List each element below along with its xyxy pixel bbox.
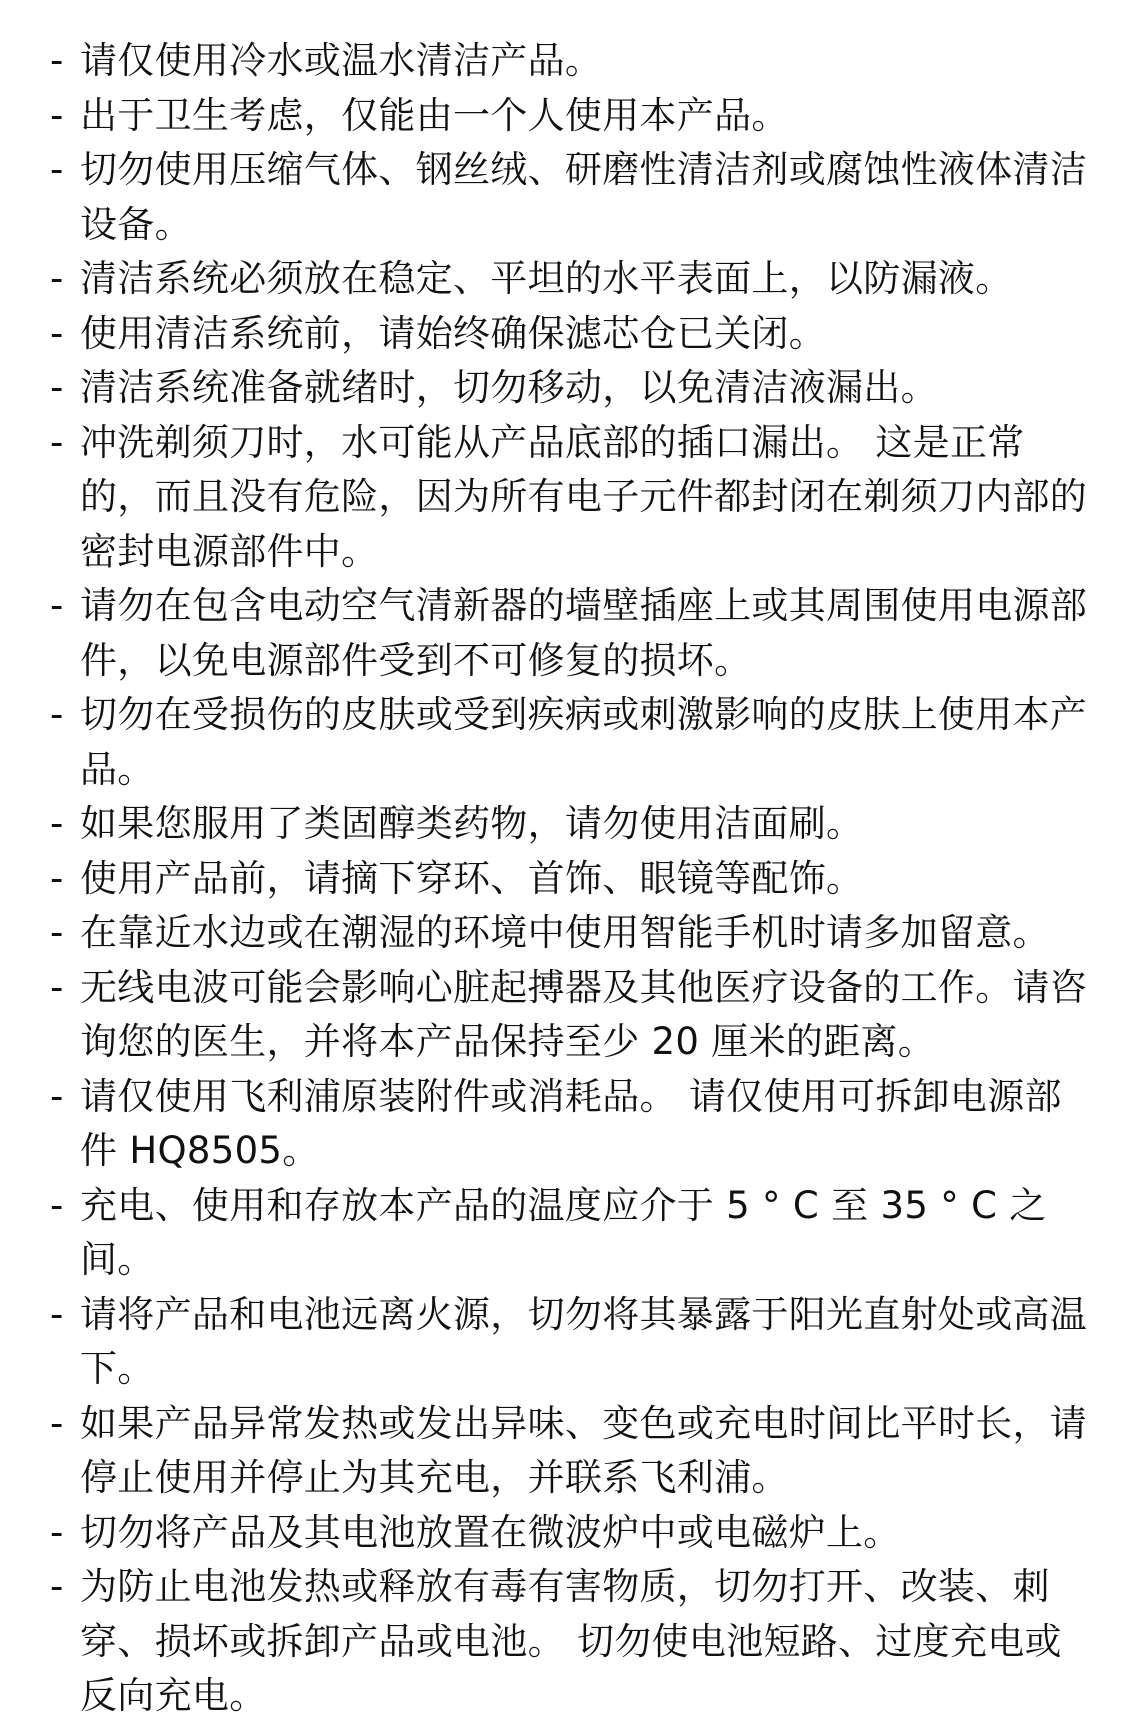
- list-item: [0, 1397, 1136, 1506]
- list-item-text: 出于卫生考虑，仅能由一个人使用本产品。: [80, 93, 789, 137]
- list-item-text: 切勿在受损伤的皮肤或受到疾病或刺激影响的皮肤上使用本产品。: [80, 693, 1088, 791]
- list-item-text: 如果您服用了类固醇类药物，请勿使用洁面刷。: [80, 802, 864, 845]
- list-item-text: 请仅使用飞利浦原装附件或消耗品。 请仅使用可拆卸电源部件 HQ8505。: [80, 1074, 1062, 1172]
- bullet-dash: -: [50, 148, 64, 191]
- list-item-text: 如果产品异常发热或发出异味、变色或充电时间比平时长，请停止使用并停止为其充电，并联系飞利浦。: [80, 1401, 1088, 1499]
- bullet-dash: -: [50, 1074, 64, 1118]
- list-item: [0, 961, 1136, 1070]
- list-item-text: 为防止电池发热或释放有毒有害物质，切勿打开、改装、刺穿、损坏或拆卸产品或电池。 切勿使电池短路、过度充电或反向充电。: [80, 1565, 1062, 1717]
- list-item: [0, 143, 1136, 252]
- list-item: [0, 1560, 1136, 1724]
- bullet-dash: -: [50, 257, 64, 300]
- bullet-dash: -: [50, 693, 64, 736]
- list-item: [0, 852, 1136, 907]
- list-item-text: 使用清洁系统前，请始终确保滤芯仓已关闭。: [80, 311, 826, 355]
- list-item: [0, 1288, 1136, 1397]
- list-item: [0, 34, 1136, 89]
- bullet-dash: -: [50, 1183, 64, 1227]
- list-item: [0, 579, 1136, 688]
- bullet-dash: -: [50, 965, 64, 1009]
- list-item-text: 充电、使用和存放本产品的温度应介于 5 ° C 至 35 ° C 之间。: [80, 1183, 1047, 1281]
- list-item-text: 在靠近水边或在潮湿的环境中使用智能手机时请多加留意。: [80, 911, 1050, 954]
- list-item-text: 冲洗剃须刀时，水可能从产品底部的插口漏出。 这是正常的，而且没有危险，因为所有电子元件都封闭在剃须刀内部的密封电源部件中。: [80, 420, 1088, 573]
- list-item: [0, 416, 1136, 580]
- list-item-text: 切勿将产品及其电池放置在微波炉中或电磁炉上。: [80, 1510, 901, 1554]
- bullet-dash: -: [50, 911, 64, 954]
- list-item: [0, 688, 1136, 797]
- list-item-text: 清洁系统必须放在稳定、平坦的水平表面上，以防漏液。: [80, 257, 1013, 300]
- list-item-text: 请勿在包含电动空气清新器的墙壁插座上或其周围使用电源部件，以免电源部件受到不可修复的损坏。: [80, 584, 1088, 682]
- bullet-dash: -: [50, 584, 64, 627]
- list-item: [0, 361, 1136, 416]
- bullet-dash: -: [50, 420, 64, 464]
- bullet-dash: -: [50, 1401, 64, 1445]
- list-item: [0, 307, 1136, 362]
- list-item-text: 清洁系统准备就绪时，切勿移动，以免清洁液漏出。: [80, 366, 938, 409]
- list-item: [0, 252, 1136, 307]
- list-item: [0, 89, 1136, 144]
- list-item-text: 请仅使用冷水或温水清洁产品。: [80, 39, 603, 82]
- bullet-dash: -: [50, 311, 64, 355]
- bullet-dash: -: [50, 802, 64, 845]
- list-item: [0, 1179, 1136, 1288]
- bullet-dash: -: [50, 93, 64, 137]
- bullet-dash: -: [50, 1510, 64, 1554]
- list-item: [0, 1070, 1136, 1179]
- bullet-dash: -: [50, 1292, 64, 1336]
- list-item-text: 无线电波可能会影响心脏起搏器及其他医疗设备的工作。请咨询您的医生，并将本产品保持至少 20 厘米的距离。: [80, 965, 1088, 1063]
- list-item-text: 使用产品前，请摘下穿环、首饰、眼镜等配饰。: [80, 856, 864, 900]
- bullet-dash: -: [50, 1565, 64, 1608]
- list-item: [0, 906, 1136, 961]
- bullet-dash: -: [50, 39, 64, 82]
- list-item: [0, 1506, 1136, 1561]
- bullet-dash: -: [50, 856, 64, 900]
- list-item: [0, 797, 1136, 852]
- list-item-text: 切勿使用压缩气体、钢丝绒、研磨性清洁剂或腐蚀性液体清洁设备。: [80, 148, 1088, 246]
- bullet-dash: -: [50, 366, 64, 409]
- safety-instructions-list: [0, 34, 1136, 1724]
- list-item-text: 请将产品和电池远离火源，切勿将其暴露于阳光直射处或高温下。: [80, 1292, 1088, 1390]
